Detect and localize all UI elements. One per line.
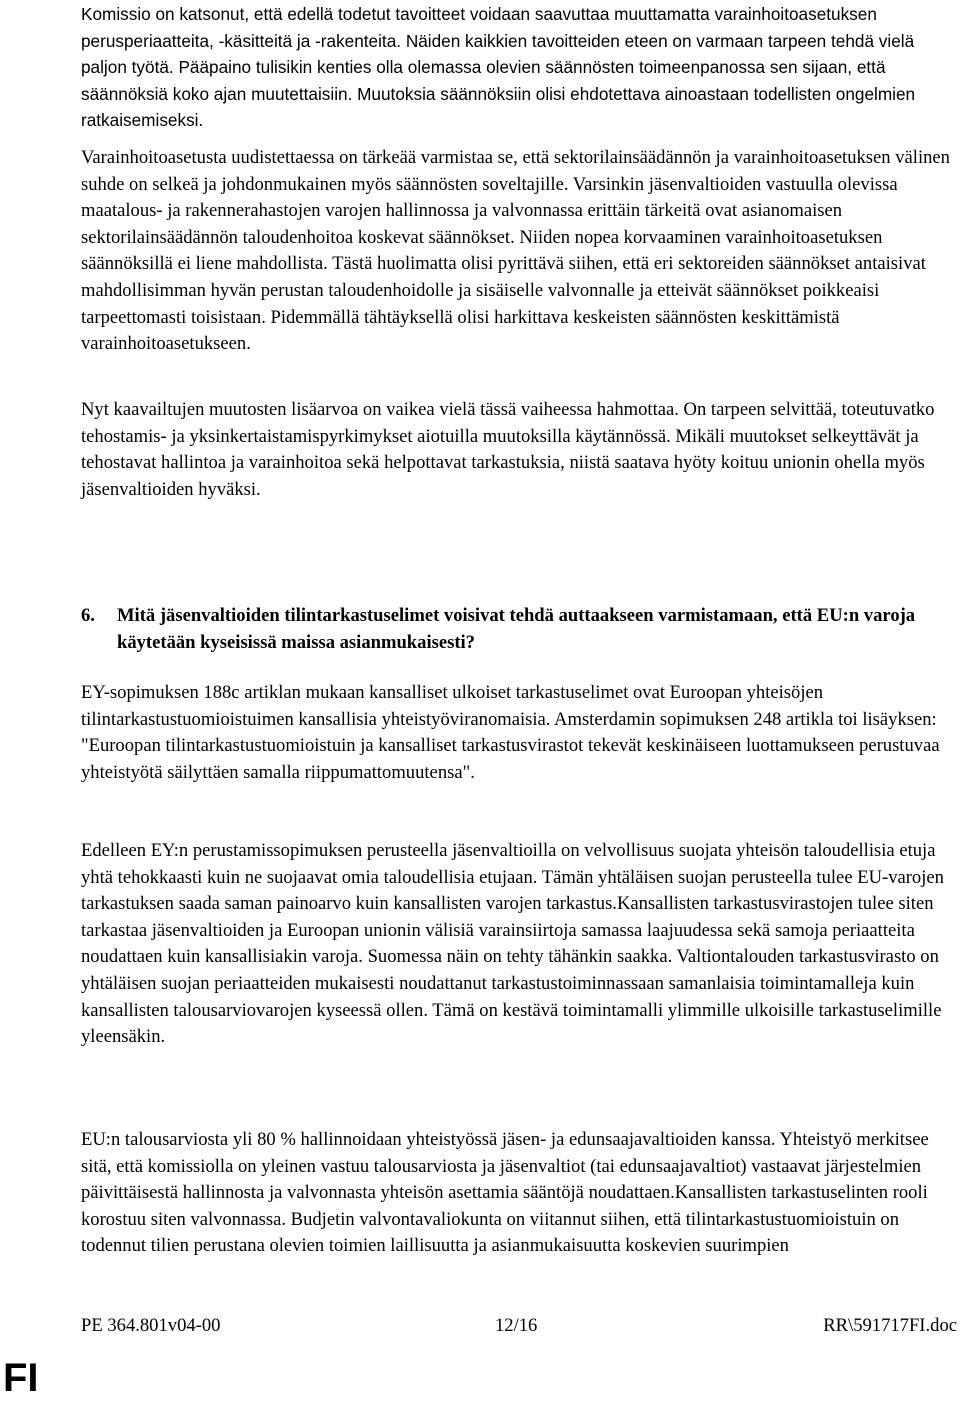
- language-code: FI: [3, 1356, 39, 1400]
- paragraph-ec-treaty: [81, 680, 956, 786]
- footer-doc-ref: PE 364.801v04-00: [81, 1315, 221, 1336]
- page-footer: [81, 1313, 957, 1339]
- paragraph-commission-goals: [81, 1, 956, 134]
- paragraph-text: Nyt kaavailtujen muutosten lisäarvoa on vaikea vielä tässä vaiheessa hahmottaa. On tarpeen selvittää, toteutuvatko tehostamis- ja yksinkertaistamispyrkimykset aiotuilla muutoksilla käytännössä. Mikäli muutokset selkeyttävät ja tehostavat hallintoa ja varainhoitoa sekä helpottavat tarkastuksia, niistä saatava hyöty koituu unionin ohella myös jäsenvaltioiden hyväksi.: [81, 399, 935, 500]
- paragraph-text: Edelleen EY:n perustamissopimuksen perusteella jäsenvaltioilla on velvollisuus suojata yhteisön taloudellisia etuja yhtä tehokkaasti kuin ne suojaavat omia taloudellisia etujaan. Tämän yhtäläisen suojan perusteella tulee EU-varojen tarkastuksen saada saman painoarvo kuin kansallisten varojen tarkastus.Kansallisten tarkastusvirastojen tulee siten tarkastaa jäsenvaltioiden ja Euroopan unionin välisiä varainsiirtoja samassa laajuudessa sekä samoja periaatteita noudattaen kuin kansallisiakin varoja. Suomessa näin on tehty tähänkin saakka. Valtiontalouden tarkastusvirasto on yhtäläisen suojan periaatteiden mukaisesti noudattanut tarkastustoiminnassaan samanlaisia toimintamalleja kuin kansallisten talousarviovarojen kyseessä ollen. Tämä on kestävä toimintamalli ylimmille ulkoisille tarkastuselimille yleensäkin.: [81, 840, 944, 1048]
- paragraph-text: Komissio on katsonut, että edellä todetut tavoitteet voidaan saavuttaa muuttamatta varainhoitoasetuksen perusperiaatteita, -käsitteitä ja -rakenteita. Näiden kaikkien tavoitteiden eteen on varmaan tarpeen tehdä vielä paljon työtä. Pääpaino tulisikin kenties olla olemassa olevien säännösten toimeenpanossa sen sijaan, että säännöksiä koko ajan muutettaisiin. Muutoksia säännöksiin olisi ehdotettava ainoastaan todellisten ongelmien ratkaisemiseksi.: [81, 4, 916, 131]
- paragraph-text: Varainhoitoasetusta uudistettaessa on tärkeää varmistaa se, että sektorilainsäädännön ja varainhoitoasetuksen välinen suhde on selkeä ja johdonmukainen myös säännösten soveltajille. Varsinkin jäsenvaltioiden vastuulla olevissa maatalous- ja rakennerahastojen varojen hallinnossa ja valvonnassa erittäin tärkeitä ovat asianomaisen sektorilainsäädännön taloudenhoitoa koskevat säännökset. Niiden nopea korvaaminen varainhoitoasetuksen säännöksillä ei liene mahdollista. Tästä huolimatta olisi pyrittävä siihen, että eri sektoreiden säännökset antaisivat mahdollisimman hyvän perustan taloudenhoidolle ja sisäiselle valvonnalle ja etteivät säännökset poikkeaisi tarpeettomasti toisistaan. Pidemmällä tähtäyksellä olisi harkittava keskeisten säännösten keskittämistä varainhoitoasetukseen.: [81, 147, 950, 355]
- question-heading: [81, 603, 956, 656]
- paragraph-text: EU:n talousarviosta yli 80 % hallinnoidaan yhteistyössä jäsen- ja edunsaajavaltioiden kanssa. Yhteistyö merkitsee sitä, että komissiolla on yleinen vastuu talousarviosta ja jäsenvaltiot (tai edunsaajavaltiot) vastaavat järjestelmien päivittäisestä hallinnosta ja valvonnasta yhteisön asettamia sääntöjä noudattaen.Kansallisten tarkastuselinten rooli korostuu siten valvonnassa. Budjetin valvontavaliokunta on viitannut siihen, että tilintarkastustuomioistuin on todennut tilien perustana olevien toimien laillisuutta ja asianmukaisuutta koskevien suurimpien: [81, 1129, 929, 1257]
- question-text: Mitä jäsenvaltioiden tilintarkastuselimet voisivat tehdä auttaakseen varmistamaan, että EU:n varoja käytetään kyseisissä maissa asianmukaisesti?: [117, 605, 916, 653]
- question-number: 6.: [81, 605, 95, 626]
- paragraph-text: EY-sopimuksen 188c artiklan mukaan kansalliset ulkoiset tarkastuselimet ovat Euroopan yhteisöjen tilintarkastustuomioistuimen kansallisia yhteistyöviranomaisia. Amsterdamin sopimuksen 248 artikla toi lisäyksen: "Euroopan tilintarkastustuomioistuin ja kansalliset tarkastusvirastot tekevät keskinäiseen luottamukseen perustuvaa yhteistyötä säilyttäen samalla riippumattomuutensa".: [81, 682, 940, 783]
- paragraph-added-value: [81, 397, 956, 503]
- footer-file-name: RR\591717FI.doc: [823, 1315, 957, 1336]
- paragraph-equal-protection: [81, 838, 956, 1051]
- paragraph-shared-management: [81, 1127, 956, 1260]
- footer-page-number: 12/16: [495, 1315, 538, 1336]
- paragraph-sector-legislation: [81, 145, 956, 358]
